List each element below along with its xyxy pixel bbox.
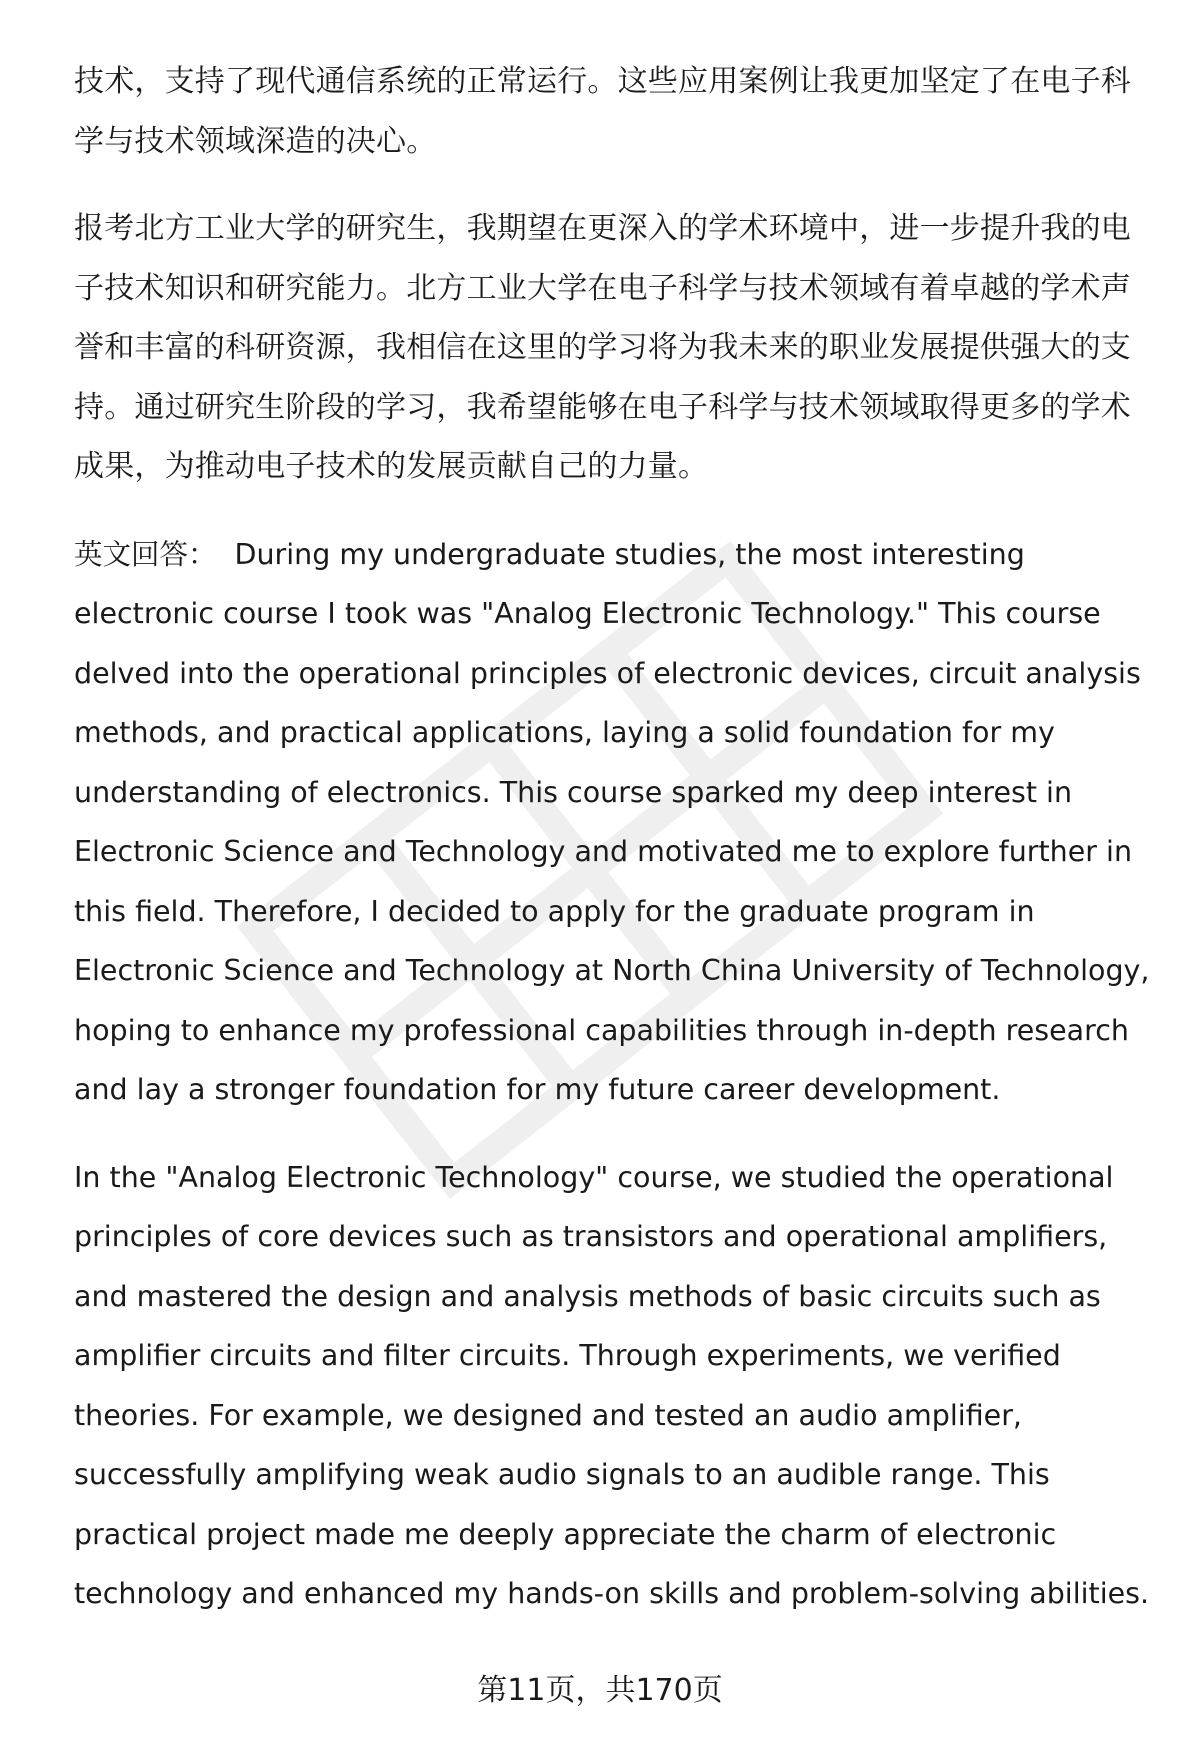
paragraph-3-text: During my undergraduate studies, the most interesting electronic course I took was "Analog Electronic Technology." This course delved into the operational principles of electronic devices, circuit analysis methods, and practical applications, laying a solid foundation for my understanding of electronics. This course sparked my deep interest in Electronic Science and Technology and motivated me to explore further in this field. Therefore, I decided to apply for the graduate program in Electronic Science and Technology at North China University of Technology, hoping to enhance my professional capabilities through in-depth research and lay a stronger foundation for my future career development. bbox=[74, 537, 1150, 1106]
paragraph-4: In the "Analog Electronic Technology" course, we studied the operational principles of core devices such as transistors and operational amplifiers, and mastered the design and analysis methods of basic circuits such as amplifier circuits and filter circuits. Through experiments, we verified theories. For example, we designed and tested an audio amplifier, successfully amplifying weak audio signals to an audible range. This practical project made me deeply appreciate the charm of electronic technology and enhanced my hands-on skills and problem-solving abilities. bbox=[74, 1160, 1150, 1610]
english-answer-label: 英文回答： bbox=[74, 537, 217, 571]
paragraph-2: 报考北方工业大学的研究生，我期望在更深入的学术环境中，进一步提升我的电子技术知识和研究能力。北方工业大学在电子科学与技术领域有着卓越的学术声誉和丰富的科研资源，我相信在这里的学习将为我未来的职业发展提供强大的支持。通过研究生阶段的学习，我希望能够在电子科学与技术领域取得更多的学术成果，为推动电子技术的发展贡献自己的力量。 bbox=[74, 211, 1131, 484]
page-number: 第11页，共170页 bbox=[477, 1673, 723, 1708]
paragraph-3 bbox=[74, 525, 1154, 1120]
document-body bbox=[74, 52, 1154, 1652]
paragraph-1: 技术，支持了现代通信系统的正常运行。这些应用案例让我更加坚定了在电子科学与技术领域深造的决心。 bbox=[74, 64, 1131, 159]
